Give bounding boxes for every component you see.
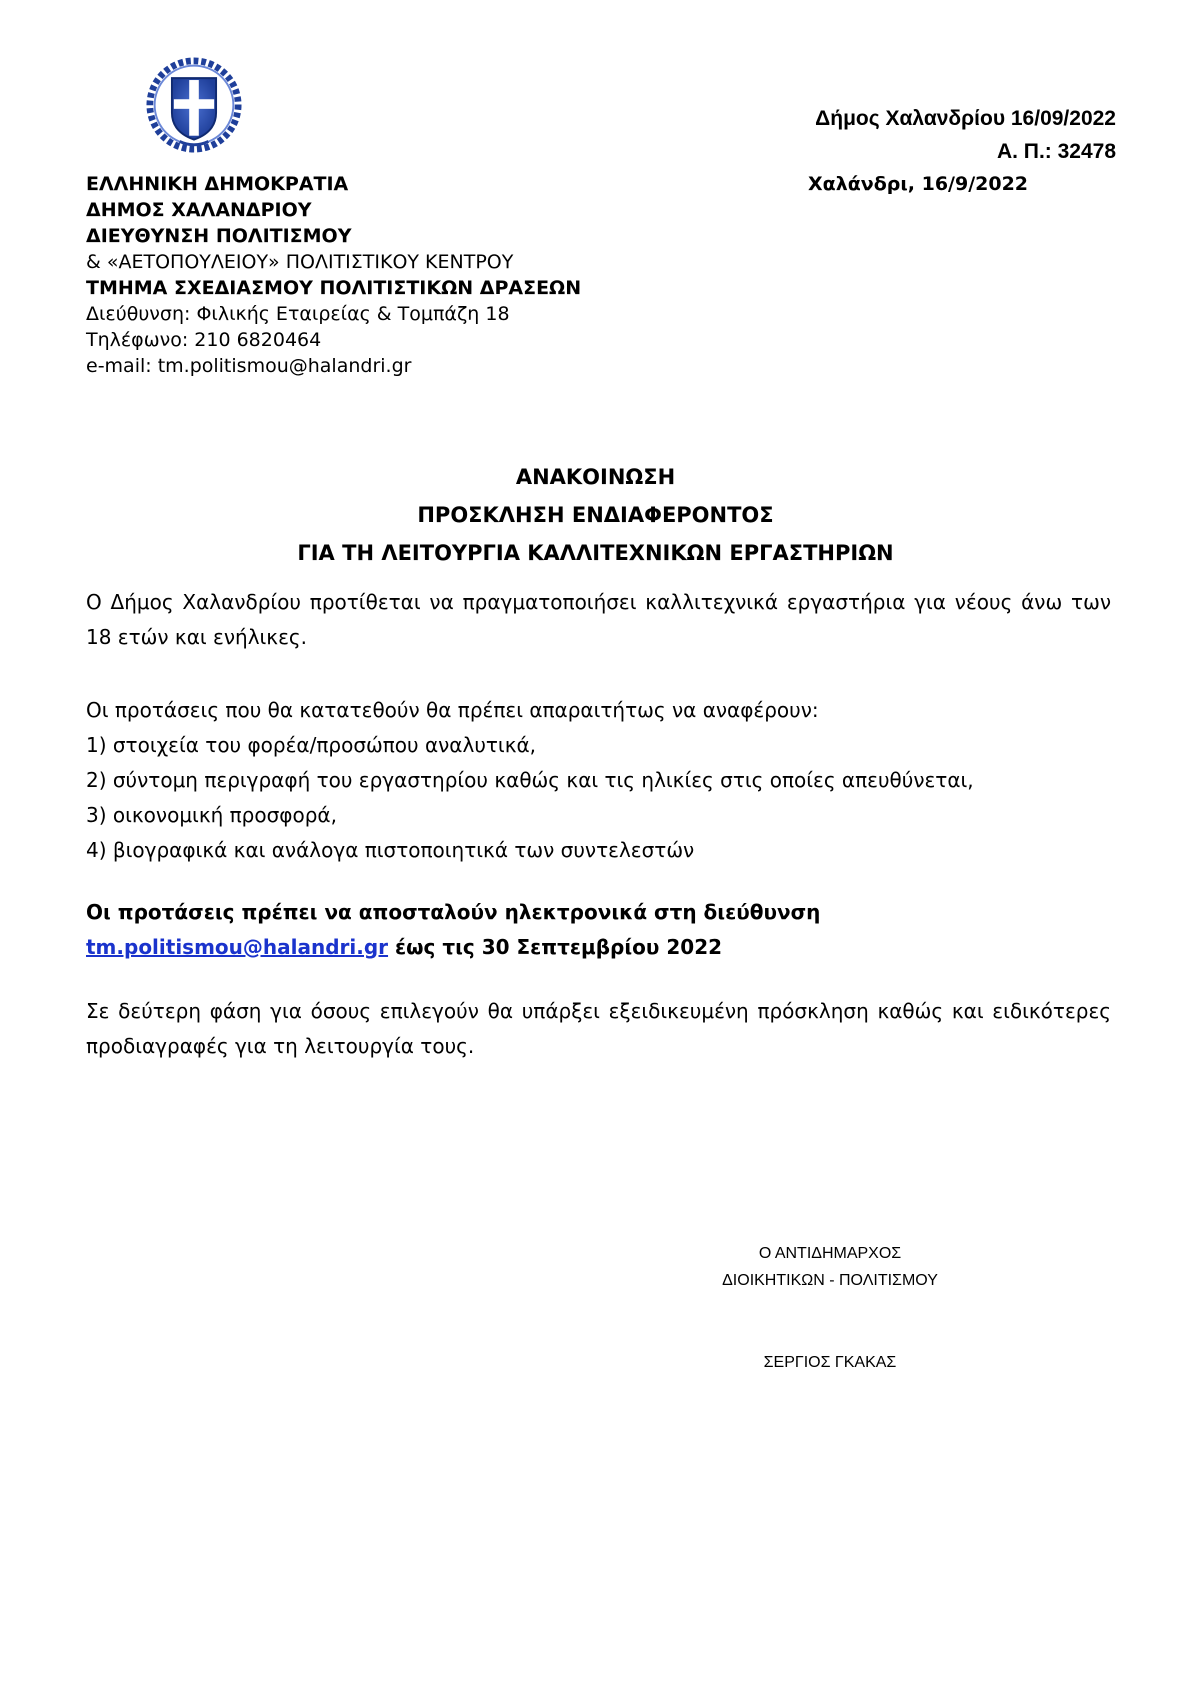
sender-municipality: ΔΗΜΟΣ ΧΑΛΑΝΔΡΙΟΥ: [86, 199, 312, 221]
sender-email: e-mail: tm.politismou@halandri.gr: [86, 355, 412, 377]
requirements-list: [86, 693, 1111, 868]
sender-phone: Τηλέφωνο: 210 6820464: [86, 329, 322, 351]
announcement-headings: [0, 458, 1191, 572]
submission-text: Οι προτάσεις πρέπει να αποσταλούν ηλεκτρονικά στη διεύθυνση: [86, 900, 821, 924]
signatory-name: ΣΕΡΓΙΟΣ ΓΚΑΚΑΣ: [763, 1354, 897, 1371]
list-item: 3) οικονομική προσφορά,: [86, 803, 337, 827]
heading-invitation: ΠΡΟΣΚΛΗΣΗ ΕΝΔΙΑΦΕΡΟΝΤΟΣ: [417, 503, 774, 527]
signature-block: [660, 1240, 1000, 1294]
submission-email-link[interactable]: tm.politismou@halandri.gr: [86, 935, 389, 959]
intro-paragraph: Ο Δήμος Χαλανδρίου προτίθεται να πραγματοποιήσει καλλιτεχνικά εργαστήρια για νέους άνω των 18 ετών και ενήλικες.: [86, 590, 1111, 649]
submission-paragraph: [86, 895, 1111, 965]
list-item: 4) βιογραφικά και ανάλογα πιστοποιητικά των συντελεστών: [86, 838, 695, 862]
list-intro: Οι προτάσεις που θα κατατεθούν θα πρέπει απαραιτήτως να αναφέρουν:: [86, 698, 819, 722]
sender-directorate: ΔΙΕΥΘΥΝΣΗ ΠΟΛΙΤΙΣΜΟΥ: [86, 225, 352, 247]
sender-state: ΕΛΛΗΝΙΚΗ ΔΗΜΟΚΡΑΤΙΑ: [86, 173, 349, 195]
protocol-block: [815, 102, 1116, 168]
list-item: 2) σύντομη περιγραφή του εργαστηρίου καθώς και τις ηλικίες στις οποίες απευθύνεται,: [86, 768, 974, 792]
signatory-title: Ο ΑΝΤΙΔΗΜΑΡΧΟΣ: [758, 1245, 902, 1262]
sender-address: Διεύθυνση: Φιλικής Εταιρείας & Τομπάζη 18: [86, 303, 510, 325]
greek-coat-of-arms-icon: [146, 57, 242, 153]
signatory-office: ΔΙΟΙΚΗΤΙΚΩΝ - ΠΟΛΙΤΙΣΜΟΥ: [722, 1272, 938, 1289]
sender-department: ΤΜΗΜΑ ΣΧΕΔΙΑΣΜΟΥ ΠΟΛΙΤΙΣΤΙΚΩΝ ΔΡΑΣΕΩΝ: [86, 277, 582, 299]
list-item: 1) στοιχεία του φορέα/προσώπου αναλυτικά,: [86, 733, 537, 757]
closing-paragraph: Σε δεύτερη φάση για όσους επιλεγούν θα υπάρξει εξειδικευμένη πρόσκληση καθώς και ειδικότερες προδιαγραφές για τη λειτουργία τους.: [86, 999, 1111, 1058]
heading-subject: ΓΙΑ ΤΗ ΛΕΙΤΟΥΡΓΙΑ ΚΑΛΛΙΤΕΧΝΙΚΩΝ ΕΡΓΑΣΤΗΡΙΩΝ: [297, 541, 894, 565]
heading-announcement: ΑΝΑΚΟΙΝΩΣΗ: [515, 465, 676, 489]
place-date: Χαλάνδρι, 16/9/2022: [808, 173, 1029, 195]
sender-block: [86, 171, 581, 379]
protocol-number: Α. Π.: 32478: [996, 140, 1116, 163]
protocol-date: Δήμος Χαλανδρίου 16/09/2022: [815, 107, 1116, 130]
sender-cultural-center: & «ΑΕΤΟΠΟΥΛΕΙΟΥ» ΠΟΛΙΤΙΣΤΙΚΟΥ ΚΕΝΤΡΟΥ: [86, 251, 514, 273]
submission-deadline: έως τις 30 Σεπτεμβρίου 2022: [388, 935, 723, 959]
